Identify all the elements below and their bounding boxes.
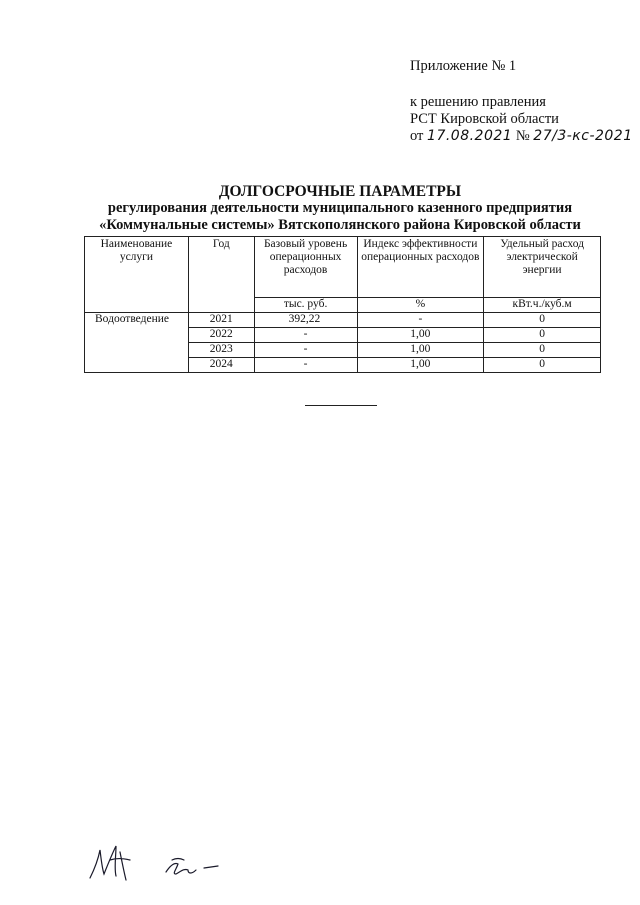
unit-energy: кВт.ч./куб.м: [484, 298, 601, 313]
header-base-level: Базовый уровень операционных расходов: [254, 237, 357, 298]
unit-base: тыс. руб.: [254, 298, 357, 313]
table-header-row: [85, 237, 601, 298]
header-service: Наименование услуги: [85, 237, 189, 313]
header-year: Год: [188, 237, 254, 313]
energy-cell: 0: [484, 328, 601, 343]
energy-cell: 0: [484, 358, 601, 373]
year-cell: 2024: [188, 358, 254, 373]
base-level-cell: -: [254, 328, 357, 343]
parameters-table: [84, 236, 601, 373]
document-subtitle-line-1: регулирования деятельности муниципального казенного предприятия: [107, 200, 573, 216]
document-title: ДОЛГОСРОЧНЫЕ ПАРАМЕТРЫ: [218, 183, 462, 200]
document-subtitle-line-2: «Коммунальные системы» Вятскополянского района Кировской области: [99, 217, 581, 233]
base-level-cell: -: [254, 358, 357, 373]
efficiency-index-cell: 1,00: [357, 358, 484, 373]
year-cell: 2022: [188, 328, 254, 343]
appendix-label: Приложение № 1: [410, 58, 517, 74]
efficiency-index-cell: -: [357, 313, 484, 328]
energy-cell: 0: [484, 313, 601, 328]
header-energy-consumption: Удельный расход электрической энергии: [484, 237, 601, 298]
decision-line-1: к решению правления: [410, 94, 546, 110]
decision-line-2: РСТ Кировской области: [410, 111, 559, 127]
handwritten-number: 27/3-кс-2021: [533, 128, 633, 144]
handwritten-date: 17.08.2021: [427, 128, 513, 144]
closing-rule: [305, 405, 377, 406]
appendix-block: [410, 58, 633, 145]
handwritten-signature: [80, 830, 240, 890]
efficiency-index-cell: 1,00: [357, 343, 484, 358]
base-level-cell: -: [254, 343, 357, 358]
service-name-cell: Водоотведение: [85, 313, 189, 373]
from-prefix: от: [410, 128, 424, 144]
table-row: [85, 313, 601, 328]
efficiency-index-cell: 1,00: [357, 328, 484, 343]
unit-index: %: [357, 298, 484, 313]
decision-date-line: [410, 128, 633, 145]
header-efficiency-index: Индекс эффективности операционных расходов: [357, 237, 484, 298]
number-sign: №: [515, 128, 530, 144]
year-cell: 2023: [188, 343, 254, 358]
energy-cell: 0: [484, 343, 601, 358]
year-cell: 2021: [188, 313, 254, 328]
base-level-cell: 392,22: [254, 313, 357, 328]
